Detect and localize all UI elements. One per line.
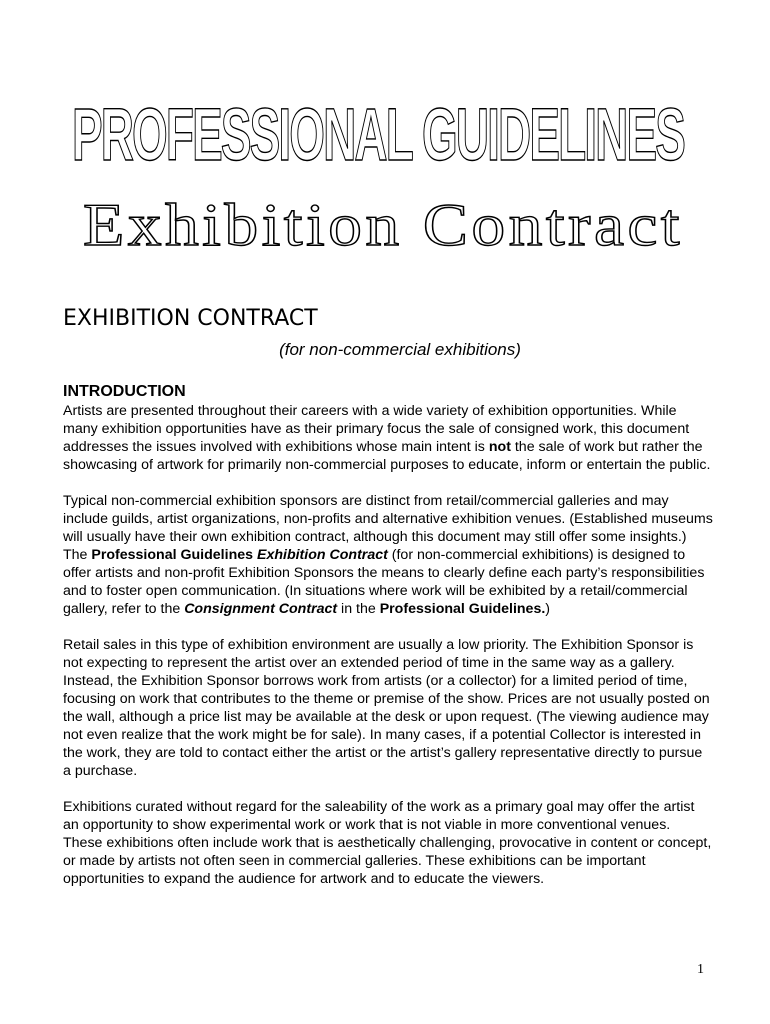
banner-title-professional-guidelines: PROFESSIONAL GUIDELINES (72, 93, 685, 176)
document-body (63, 382, 713, 906)
text-run: in the (337, 601, 380, 617)
text-run: Typical non-commercial exhibition sponsors are distinct from retail/commercial galleries and may include guilds, artist organizations, non-profits and alternative exhibition venues. (Established museums will usually have their own exhibition contract, although this document may still offer some insights.) The (63, 493, 713, 563)
document-heading: EXHIBITION CONTRACT (63, 306, 318, 331)
banner (0, 0, 770, 280)
banner-title-exhibition-contract: Exhibition Contract (83, 192, 683, 258)
section-heading-introduction: INTRODUCTION (63, 383, 186, 400)
paragraph-4: Exhibitions curated without regard for the saleability of the work as a primary goal may offer the artist an opportunity to show experimental work or work that is not viable in more conventional venues. These exhibitions often include work that is aesthetically challenging, provocative in content or concept, or made by artists not often seen in commercial galleries. These exhibitions can be important opportunities to expand the audience for artwork and to educate the viewers. (63, 799, 712, 887)
text-run: ) (545, 601, 551, 617)
paragraph-3: Retail sales in this type of exhibition environment are usually a low priority. The Exhibition Sponsor is not expecting to represent the artist over an extended period of time in the same way as a gallery. Instead, the Exhibition Sponsor borrows work from artists (or a collector) for a limited period of time, focusing on work that contributes to the theme or premise of the show. Prices are not usually posted on the wall, although a price list may be available at the desk or upon request. (The viewing audience may not even realize that the work might be for sale). In many cases, if a potential Collector is interested in the work, they are told to contact either the artist or the artist’s gallery representative directly to pursue a purchase. (63, 637, 710, 779)
paragraph-2 (63, 492, 713, 618)
bold-professional-guidelines-ref: Professional Guidelines. (379, 601, 546, 617)
bold-professional-guidelines: Professional Guidelines (91, 547, 254, 563)
text-run: Artists are presented throughout their careers with a wide variety of exhibition opportunities. While many exhibition opportunities have as their primary focus the sale of consigned work, this document addresses the issues involved with exhibitions whose main intent is (63, 403, 690, 455)
page-number: 1 (697, 962, 704, 977)
document-subheading: (for non-commercial exhibitions) (279, 340, 521, 359)
bold-italic-consignment-contract: Consignment Contract (184, 601, 338, 617)
paragraph-1 (63, 402, 713, 474)
bold-italic-exhibition-contract: Exhibition Contract (256, 547, 388, 563)
text-run: (for non-commercial exhibitions) is designed to offer artists and non-profit Exhibition Sponsors the means to clearly define each party’s responsibilities and to foster open communication. (In situations where work will be exhibited by a retail/commercial gallery, refer to the (63, 547, 705, 617)
text-run: the sale of work but rather the showcasing of artwork for primarily non-commercial purposes to educate, inform or entertain the public. (63, 439, 711, 473)
emphasis-not: not (488, 439, 511, 455)
